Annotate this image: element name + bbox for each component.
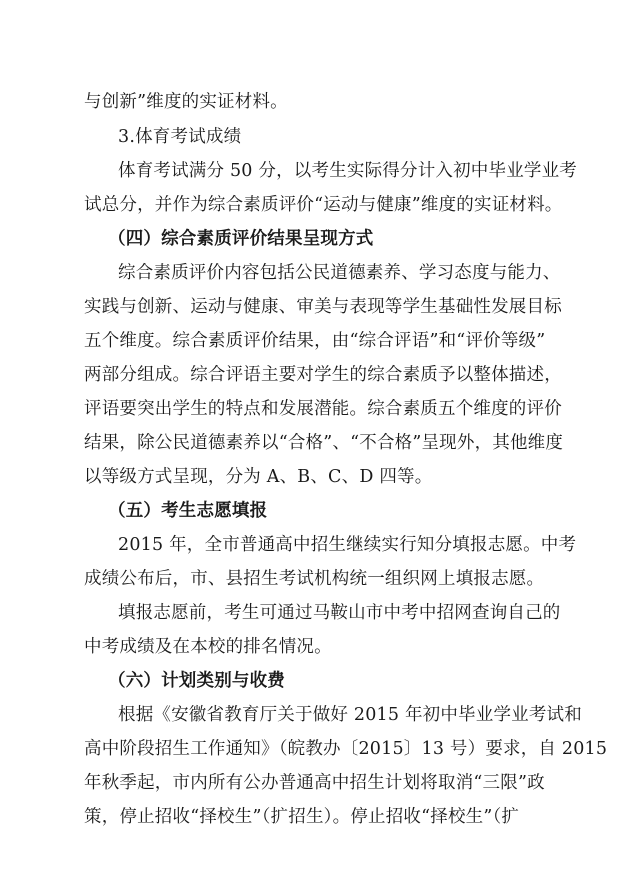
text-line: 3.体育考试成绩 — [118, 127, 242, 147]
text-line: 体育考试满分 50 分，以考生实际得分计入初中毕业学业考 — [118, 161, 577, 181]
text-line: 成绩公布后，市、县招生考试机构统一组织网上填报志愿。 — [84, 569, 545, 589]
section-heading: （五）考生志愿填报 — [108, 501, 268, 521]
text-line: 高中阶段招生工作通知》（皖教办〔2015〕13 号）要求，自 2015 — [84, 739, 608, 759]
text-line: 根据《安徽省教育厅关于做好 2015 年初中毕业学业考试和 — [118, 705, 582, 725]
text-line: 评语要突出学生的特点和发展潜能。综合素质五个维度的评价 — [84, 399, 562, 419]
text-line: 2015 年，全市普通高中招生继续实行知分填报志愿。中考 — [118, 535, 577, 555]
text-line: 五个维度。综合素质评价结果，由“综合评语”和“评价等级” — [84, 331, 546, 351]
text-line: 试总分，并作为综合素质评价“运动与健康”维度的实证材料。 — [84, 195, 563, 215]
text-line: 与创新”维度的实证材料。 — [84, 92, 288, 112]
text-line: 中考成绩及在本校的排名情况。 — [84, 637, 332, 657]
text-line: 综合素质评价内容包括公民道德素养、学习态度与能力、 — [118, 263, 561, 283]
section-heading: （四）综合素质评价结果呈现方式 — [108, 229, 374, 249]
text-line: 年秋季起，市内所有公办普通高中招生计划将取消“三限”政 — [84, 773, 545, 793]
text-line: 结果，除公民道德素养以“合格”、“不合格”呈现外，其他维度 — [84, 433, 564, 453]
text-line: 以等级方式呈现，分为 A、B、C、D 四等。 — [84, 467, 433, 487]
section-heading: （六）计划类别与收费 — [108, 671, 285, 691]
text-line: 填报志愿前，考生可通过马鞍山市中考中招网查询自己的 — [118, 603, 561, 623]
text-line: 实践与创新、运动与健康、审美与表现等学生基础性发展目标 — [84, 297, 562, 317]
text-line: 策，停止招收“择校生”（扩招生）。停止招收“择校生”（扩 — [84, 807, 520, 827]
text-line: 两部分组成。综合评语主要对学生的综合素质予以整体描述， — [84, 365, 562, 385]
